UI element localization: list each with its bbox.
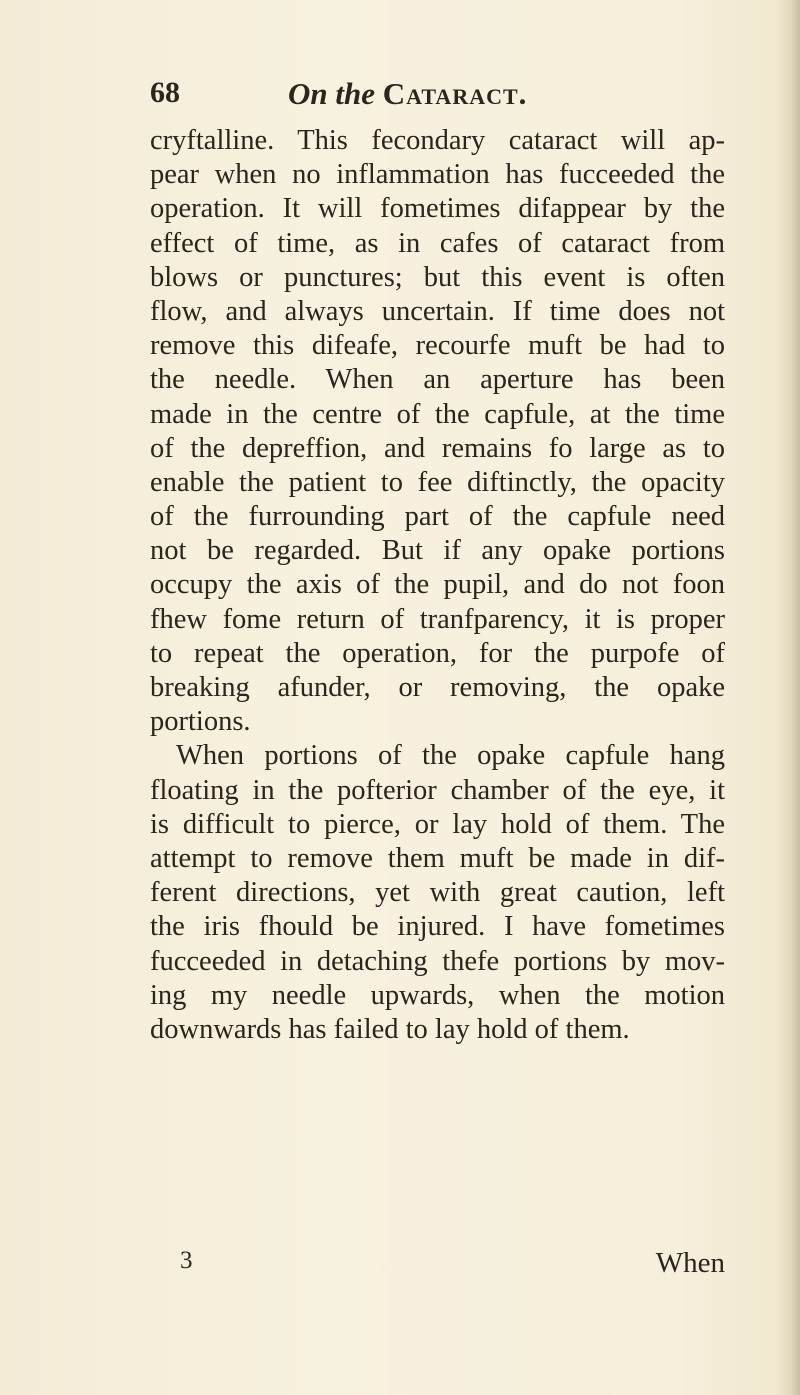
page-number: 68: [150, 76, 180, 109]
signature-mark: 3: [180, 1247, 193, 1274]
text-line: flow, and always uncertain. If time does not: [150, 295, 725, 327]
text-line: pear when no inflammation has fucceeded the: [150, 159, 725, 191]
text-line: of the depreffion, and remains fo large as to: [150, 432, 725, 464]
text-line: made in the centre of the capfule, at the time: [150, 398, 725, 430]
text-line: ing my needle upwards, when the motion: [150, 979, 725, 1011]
text-line: When portions of the opake capfule hang: [176, 740, 725, 772]
running-head-prefix: On the: [288, 76, 375, 111]
text-line: downwards has failed to lay hold of them.: [150, 1013, 630, 1045]
text-line: not be regarded. But if any opake portions: [150, 535, 725, 567]
text-line: operation. It will fometimes difappear by the: [150, 193, 725, 225]
text-line: of the furrounding part of the capfule need: [150, 501, 725, 533]
text-line: fhew fome return of tranfparency, it is proper: [150, 603, 725, 635]
text-line: attempt to remove them muft be made in dif-: [150, 842, 725, 874]
text-line: cryftalline. This fecondary cataract will ap-: [150, 125, 725, 156]
text-line: the needle. When an aperture has been: [150, 364, 725, 396]
text-line: enable the patient to fee diftinctly, the opacity: [150, 466, 725, 498]
catchword: When: [655, 1247, 725, 1279]
text-line: portions.: [150, 706, 251, 738]
text-line: to repeat the operation, for the purpofe of: [150, 637, 725, 669]
text-line: the iris fhould be injured. I have fometimes: [150, 911, 725, 943]
page-edge-shadow: [778, 0, 800, 1395]
text-line: breaking afunder, or removing, the opake: [150, 672, 725, 703]
text-line: floating in the pofterior chamber of the eye, it: [150, 774, 725, 806]
body-text: [150, 124, 725, 1047]
page-footer: [150, 1247, 725, 1283]
page-header: [150, 76, 710, 116]
text-line: fucceeded in detaching thefe portions by mov-: [150, 945, 725, 977]
text-line: ferent directions, yet with great caution, left: [150, 877, 725, 909]
text-line: remove this difeafe, recourfe muft be had to: [150, 330, 725, 362]
running-head-title: Cataract.: [382, 76, 528, 111]
running-head: [288, 76, 527, 112]
text-line: blows or punctures; but this event is often: [150, 261, 725, 293]
text-line: is difficult to pierce, or lay hold of them. The: [150, 808, 725, 840]
text-line: occupy the axis of the pupil, and do not foon: [150, 569, 725, 601]
text-line: effect of time, as in cafes of cataract from: [150, 227, 725, 259]
